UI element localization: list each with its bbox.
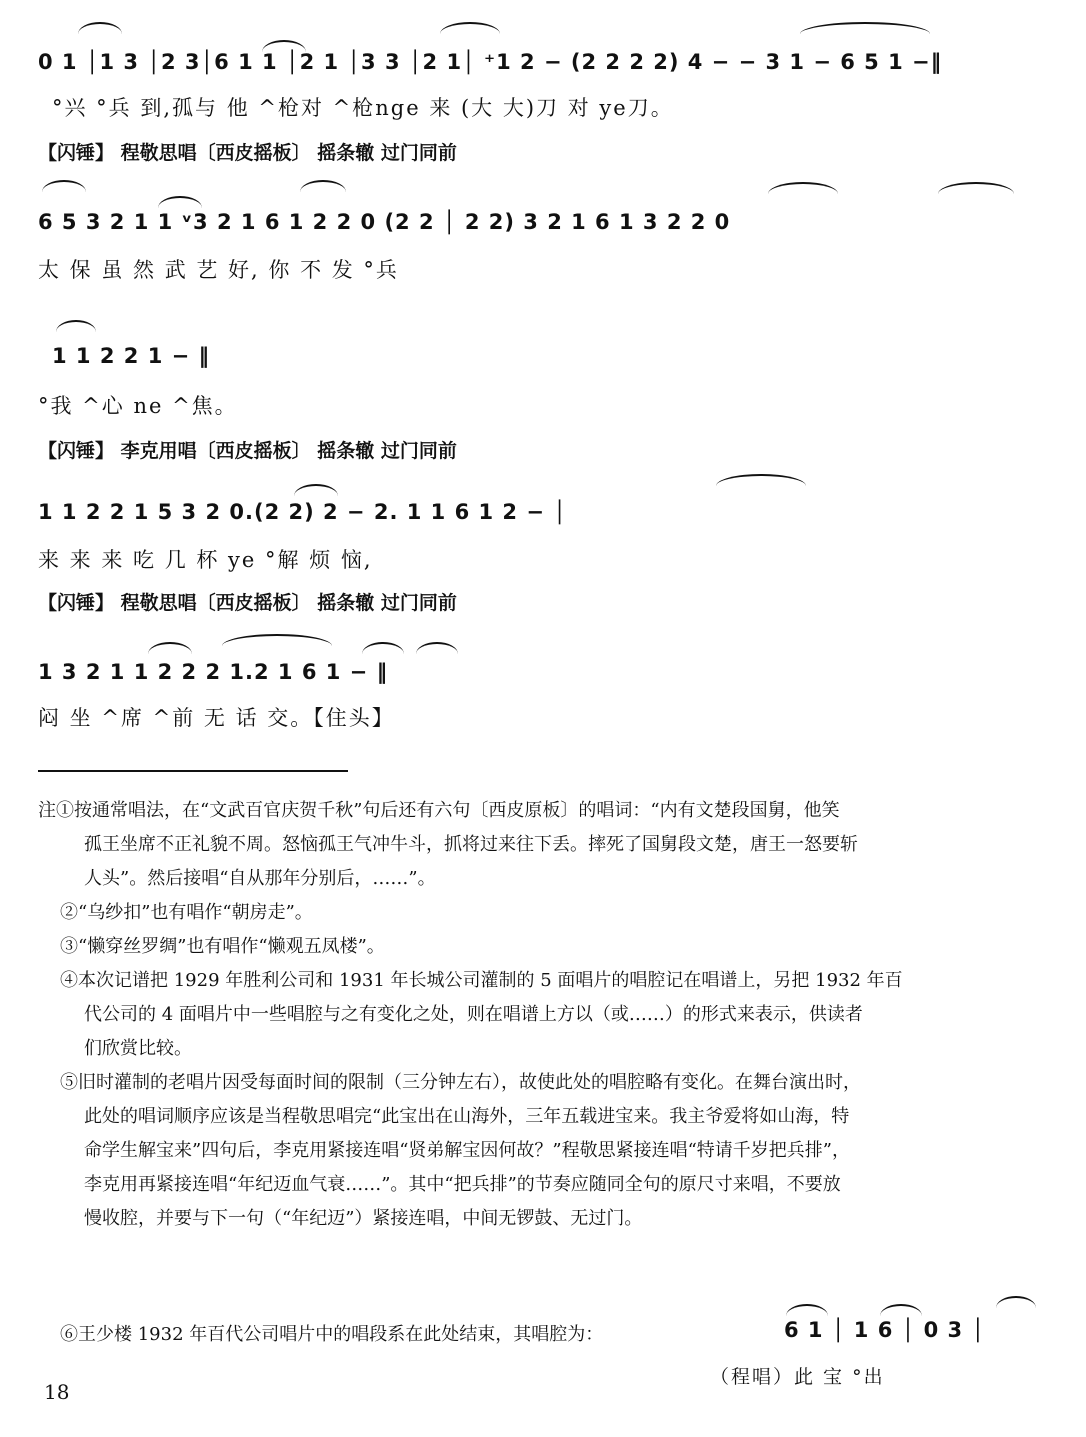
page-number: 18 [44,1380,70,1404]
slur [294,484,338,496]
slur [148,642,192,654]
footnote-6: ⑥王少楼 1932 年百代公司唱片中的唱段系在此处结束，其唱腔为： [60,1324,604,1345]
footnote-6-notes: 6 1 │ 1 6 │ 0 3 │ [784,1318,986,1342]
slur [42,180,86,192]
footnote-4-line-2: 代公司的 4 面唱片中一些唱腔与之有变化之处，则在唱谱上方以（或……）的形式来表示，供读者 [84,1004,863,1025]
score-line-5-notes: 1 3 2 1 1 2 2 2 1.2 1 6 1 − ‖ [38,660,389,684]
slur [880,1304,922,1316]
score-line-3-notes: 1 1 2 2 1 − ‖ [52,344,211,368]
footnote-5-line-1: ⑤旧时灌制的老唱片因受每面时间的限制（三分钟左右），故使此处的唱腔略有变化。在舞台演出时， [60,1072,861,1093]
slur [78,22,122,34]
footnote-1-line-3: 人头”。然后接唱“自从那年分别后，……”。 [84,868,436,889]
slur [800,22,930,34]
footnote-2: ②“乌纱扣”也有唱作“朝房走”。 [60,902,313,923]
slur [300,180,346,192]
footnote-1-line-1: 注①按通常唱法，在“文武百官庆贺千秋”句后还有六句〔西皮原板〕的唱词：“内有文楚段国舅，他笑 [38,800,840,821]
score-line-1-notes: 0 1 │1 3 │2 3│6 1 1 │2 1 │3 3 │2 1│ ⁺1 2 − (2 2 2 2) 4 − − 3 1 − 6 5 1 −‖ [38,50,943,74]
footnote-3: ③“懒穿丝罗绸”也有唱作“懒观五凤楼”。 [60,936,385,957]
footnote-5-line-2: 此处的唱词顺序应该是当程敬思唱完“此宝出在山海外，三年五载进宝来。我主爷爱将如山海，特 [84,1106,850,1127]
footnote-5-line-3: 命学生解宝来”四句后，李克用紧接连唱“贤弟解宝因何故？”程敬思紧接连唱“特请千岁把兵排”， [84,1140,851,1161]
slur [158,196,202,208]
footnote-4-line-3: 们欣赏比较。 [84,1038,192,1059]
slur [440,22,500,34]
slur [362,642,404,654]
footnotes [38,794,1050,1236]
footnote-4-line-1: ④本次记谱把 1929 年胜利公司和 1931 年长城公司灌制的 5 面唱片的唱腔记在唱谱上，另把 1932 年百 [60,970,903,991]
slur [262,40,306,52]
footnote-5-line-5: 慢收腔，并要与下一句（“年纪迈”）紧接连唱，中间无锣鼓、无过门。 [84,1208,643,1229]
section-header-cheng-1: 【闪锤】 程敬思唱〔西皮摇板〕 摇条辙 过门同前 [38,142,457,164]
lyrics-line-3: °我 ^心 ne ^焦。 [38,394,238,418]
slur [938,182,1014,194]
slur [996,1296,1036,1308]
section-header-cheng-2: 【闪锤】 程敬思唱〔西皮摇板〕 摇条辙 过门同前 [38,592,457,614]
lyrics-line-5: 闷 坐 ^席 ^前 无 话 交。【住头】 [38,706,395,730]
footnote-6-lyrics: （程唱）此 宝 °出 [710,1366,885,1388]
slur [416,642,458,654]
lyrics-line-1: °兴 °兵 到,孤与 他 ^枪对 ^枪nge 来 (大 大)刀 对 ye刀。 [52,96,674,120]
score-line-2-notes: 6 5 3 2 1 1 ᵛ3 2 1 6 1 2 2 0 (2 2 │ 2 2) 3 2 1 6 1 3 2 2 0 [38,210,731,234]
slur [56,320,96,332]
slur [768,182,838,194]
section-header-li: 【闪锤】 李克用唱〔西皮摇板〕 摇条辙 过门同前 [38,440,457,462]
footnote-divider [38,770,348,772]
slur [222,634,332,646]
footnote-5-line-4: 李克用再紧接连唱“年纪迈血气衰……”。其中“把兵排”的节奏应随同全句的原尺寸来唱，不要放 [84,1174,841,1195]
score-line-4-notes: 1 1 2 2 1 5 3 2 0.(2 2) 2 − 2. 1 1 6 1 2 − │ [38,500,567,524]
lyrics-line-2: 太 保 虽 然 武 艺 好, 你 不 发 °兵 [38,258,399,282]
slur [786,1304,828,1316]
slur [716,474,806,486]
footnote-1-line-2: 孤王坐席不正礼貌不周。怒恼孤王气冲牛斗，抓将过来往下丢。摔死了国舅段文楚，唐王一怒要斩 [84,834,858,855]
lyrics-line-4: 来 来 来 吃 几 杯 ye °解 烦 恼, [38,548,373,572]
